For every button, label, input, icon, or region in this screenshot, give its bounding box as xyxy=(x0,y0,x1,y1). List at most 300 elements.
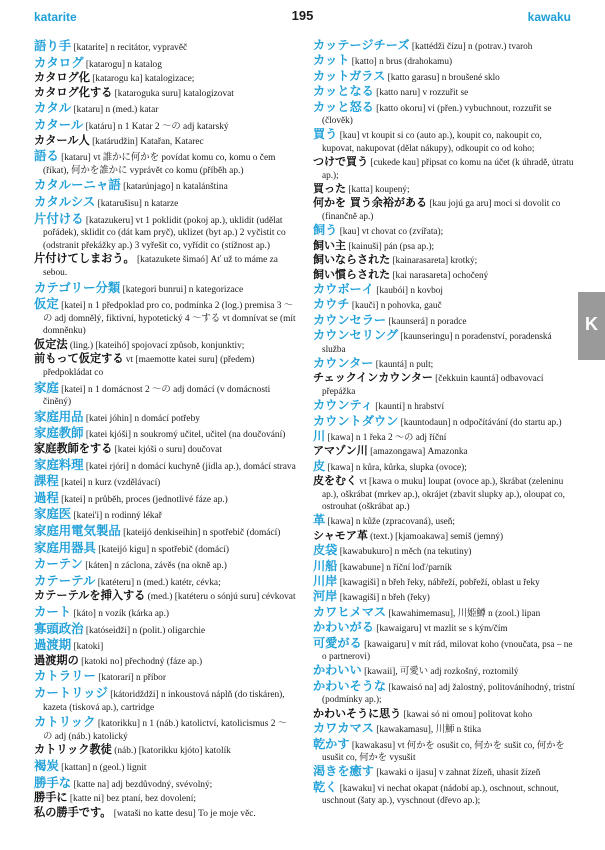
entry-headword: 語り手 xyxy=(34,38,72,53)
entry-translation: Katařan, Katarec xyxy=(140,136,204,147)
dictionary-entry xyxy=(313,604,575,620)
entry-headword: 寡頭政治 xyxy=(34,620,84,636)
dictionary-entry xyxy=(313,398,575,413)
entry-reading: [katei kjóši o suru] xyxy=(114,445,186,456)
entry-translation: připsat co komu na účet (k úhradě, útratu ap.); xyxy=(322,158,574,181)
dictionary-entry xyxy=(34,456,296,474)
dictionary-subentry xyxy=(313,706,575,721)
entry-translation: (předem) předpokládat co xyxy=(43,355,255,379)
entry-headword: かわいがる xyxy=(313,620,374,635)
entry-headword: カタログ xyxy=(34,54,84,70)
entry-reading: [katorikku] xyxy=(97,719,140,730)
entry-headword: 渇きを癒す xyxy=(313,764,374,779)
entry-headword: カット xyxy=(313,53,350,68)
dictionary-entry xyxy=(34,54,296,72)
entry-reading: [kawakasu] xyxy=(351,740,396,751)
entry-translation: n kůra, kůrka, slupka (ovoce); xyxy=(355,462,467,473)
entry-headword: 過渡期 xyxy=(34,637,72,653)
subentry-phrase: アマゾン川 xyxy=(313,444,368,458)
dictionary-subentry xyxy=(34,791,296,806)
entry-translation: n brus (drahokamu) xyxy=(379,57,453,68)
dictionary-entry xyxy=(313,513,575,528)
entry-translation: n příbor xyxy=(136,673,166,684)
dictionary-entry xyxy=(34,193,296,211)
entry-reading: [kauntodaun] xyxy=(400,417,451,428)
entry-reading: (med.) xyxy=(147,592,173,603)
entry-reading: [katei rjóri] xyxy=(85,461,129,472)
dictionary-entry xyxy=(313,99,575,128)
entry-reading: vt [kawa o muku] xyxy=(359,477,426,488)
dictionary-entry xyxy=(34,637,296,654)
entry-reading: [katei'i] xyxy=(73,511,103,522)
entry-reading: [kataru] xyxy=(73,105,104,116)
entry-reading: [kau jojú ga aru] xyxy=(429,199,492,210)
entry-reading: [katei jóhin] xyxy=(85,413,132,424)
entry-headword: 家庭用器具 xyxy=(34,539,96,555)
dictionary-entry xyxy=(313,428,575,444)
entry-translation: n kategorizace xyxy=(188,284,244,295)
entry-reading: [katte na] xyxy=(73,779,110,790)
entry-reading: [kattan] xyxy=(61,762,91,773)
entry-headword: カタール xyxy=(34,116,84,132)
entry-translation: n 1 domácnost 2 〜の adj domácí (v domácnosti činěný) xyxy=(43,384,271,408)
entry-headword: 勝手な xyxy=(34,774,72,790)
entry-reading: [kawaku] xyxy=(339,783,376,794)
entry-headword: 飼う xyxy=(313,223,338,238)
entry-headword: 河岸 xyxy=(313,589,338,604)
dictionary-entry xyxy=(313,764,575,779)
subentry-phrase: 片付けてしまおう。 xyxy=(34,252,135,266)
entry-reading: [katei] xyxy=(61,301,86,312)
entry-reading: [kaunti] xyxy=(375,402,405,413)
dictionary-subentry xyxy=(34,133,296,149)
dictionary-entry xyxy=(34,473,296,490)
entry-headword: カーテン xyxy=(34,556,83,572)
dictionary-subentry xyxy=(34,71,296,86)
entry-translation: ochočený xyxy=(452,270,489,281)
thumb-index-letter: K xyxy=(585,314,598,334)
entry-reading: [katto okoru] xyxy=(376,103,426,114)
entry-translation: n břeh (řeky) xyxy=(381,593,430,604)
entry-translation: krotký; xyxy=(450,256,478,267)
entry-reading: (text.) xyxy=(370,531,393,542)
dictionary-entry xyxy=(313,558,575,574)
entry-headword: カウンセリング xyxy=(313,328,399,343)
entry-reading: [wataši no katte desu] xyxy=(113,808,196,819)
entry-headword: 家庭用電気製品 xyxy=(34,523,121,538)
dictionary-subentry xyxy=(313,474,575,513)
entry-headword: カタルーニャ語 xyxy=(34,177,121,193)
dictionary-entry xyxy=(34,603,296,621)
entry-translation: spojovací způsob, konjunktiv; xyxy=(131,340,245,351)
entry-reading: [katto garasu] xyxy=(387,72,440,83)
subentry-phrase: 家庭教師をする xyxy=(34,442,113,456)
dictionary-entry xyxy=(313,663,575,678)
subentry-phrase: 何かを 買う余裕がある xyxy=(313,196,427,210)
page-header xyxy=(34,8,571,28)
subentry-phrase: カトリック教徒 xyxy=(34,743,112,757)
entry-translation: n (med.) katétr, cévka; xyxy=(136,577,221,588)
dictionary-entry xyxy=(313,620,575,635)
entry-reading: [kainuši] xyxy=(348,241,382,252)
entry-headword: 家庭用品 xyxy=(34,408,84,424)
entry-translation: n katarze xyxy=(144,198,179,209)
entry-translation: n katalánština xyxy=(175,182,228,193)
dictionary-subentry xyxy=(34,589,296,604)
dictionary-entry xyxy=(313,574,575,589)
subentry-phrase: チェックインカウンター xyxy=(313,371,433,385)
dictionary-subentry xyxy=(34,337,296,353)
entry-translation: n domácí kuchyně (jídla ap.), domácí strava xyxy=(131,461,296,472)
entry-reading: [čekkuin kauntá] xyxy=(435,374,499,385)
entry-reading: [katoki] xyxy=(73,642,104,653)
dictionary-entry xyxy=(313,38,575,53)
dictionary-entry xyxy=(34,668,296,685)
entry-translation: n kurz (vzdělávací) xyxy=(87,478,161,489)
entry-translation: n poradce xyxy=(430,316,467,327)
subentry-phrase: カタール人 xyxy=(34,133,90,147)
entry-reading: [kawaki o ijasu] xyxy=(376,768,437,779)
subentry-phrase: 飼い慣らされた xyxy=(313,267,391,281)
entry-headword: 語る xyxy=(34,148,59,164)
entry-translation: pán (psa ap.); xyxy=(384,241,435,252)
entry-translation: [katorikku kjóto] katolík xyxy=(138,746,231,757)
dictionary-subentry xyxy=(313,238,575,253)
entry-headword: 乾かす xyxy=(313,736,350,751)
entry-translation: katalogizovat xyxy=(183,88,234,99)
entry-reading: [kawabune] xyxy=(339,562,384,573)
entry-translation: n pohovka, gauč xyxy=(380,301,442,312)
dictionary-subentry xyxy=(34,442,296,457)
dictionary-entry xyxy=(313,281,575,297)
dictionary-entry xyxy=(34,296,296,338)
dictionary-entry xyxy=(34,684,296,714)
entry-headword: カトラリー xyxy=(34,668,96,684)
dictionary-entry xyxy=(313,127,575,155)
entry-reading: [kawagiši] xyxy=(339,578,380,589)
dictionary-entry xyxy=(313,223,575,238)
entry-translation: vt 誰かに何かを povídat komu co, komu o čem (říkat), 何かを誰かに vyprávět co komu (příběh ap.) xyxy=(43,153,276,176)
entry-headword: 課程 xyxy=(34,473,59,489)
dictionary-subentry xyxy=(34,352,296,379)
dictionary-entry xyxy=(34,757,296,775)
dictionary-entry xyxy=(313,635,575,664)
entry-reading: [katta] xyxy=(348,185,373,196)
dictionary-entry xyxy=(34,489,296,507)
entry-translation: n břeh řeky, nábřeží, pobřeží, oblast u řeky xyxy=(381,578,540,589)
dictionary-entry xyxy=(313,589,575,604)
dictionary-entry xyxy=(313,297,575,312)
subentry-phrase: かわいそうに思う xyxy=(313,706,402,720)
entry-headword: 過程 xyxy=(34,489,59,505)
entry-headword: カウボーイ xyxy=(313,281,374,296)
dictionary-entry xyxy=(34,556,296,573)
dictionary-entry xyxy=(34,620,296,638)
entry-reading: [katei] xyxy=(61,494,86,505)
entry-reading: (náb.) xyxy=(114,746,137,757)
entry-headword: 家庭 xyxy=(34,379,59,395)
dictionary-entry xyxy=(313,736,575,765)
entry-headword: 家庭教師 xyxy=(34,425,84,441)
entry-reading: [kaunserá] xyxy=(388,316,428,327)
entry-translation: n domácí potřeby xyxy=(134,413,200,424)
entry-translation: n spotřebič (domácí) xyxy=(151,544,229,555)
entry-translation: katalogizace; xyxy=(144,74,195,85)
entry-reading: [katárudžin] xyxy=(92,136,138,147)
entry-reading: [katarogu ka] xyxy=(92,74,143,85)
entry-reading: [katarušisu] xyxy=(97,198,142,209)
entry-reading: [katáru] xyxy=(85,121,116,132)
thumb-index-tab xyxy=(578,292,605,360)
entry-translation: n záclona, závěs (na okně ap.) xyxy=(114,561,227,572)
dictionary-subentry xyxy=(313,528,575,543)
right-column xyxy=(313,38,575,808)
entry-reading: [katei] xyxy=(61,478,86,489)
entry-reading: vt [maemotte katei suru] xyxy=(125,355,218,366)
entry-headword: 買う xyxy=(313,127,338,142)
dictionary-entry xyxy=(313,68,575,84)
entry-translation: vt koupit si co (auto ap.), koupit co, nakoupit co, kupovat, nakupovat (dělat nákupy), odkoupit co od koho; xyxy=(322,131,542,154)
dictionary-entry xyxy=(34,774,296,792)
entry-translation: n (potrav.) tvaroh xyxy=(468,42,533,52)
entry-reading: [kawaigaru] xyxy=(376,624,422,635)
entry-reading: [katarúnjago] xyxy=(123,182,174,193)
entry-translation: n (polit.) oligarchie xyxy=(132,625,206,636)
entry-reading: [katazukeru] xyxy=(85,215,134,226)
entry-translation: n spotřebič (domácí) xyxy=(202,528,281,538)
entry-reading: [katarogu] xyxy=(85,59,125,70)
dictionary-entry xyxy=(34,38,296,55)
entry-translation: n průběh, proces (jednotlivé fáze ap.) xyxy=(87,494,228,505)
entry-reading: [cukede kau] xyxy=(370,158,420,169)
entry-reading: [kawaisó na] xyxy=(388,682,437,693)
entry-reading: [kawa] xyxy=(327,517,354,528)
dictionary-entry xyxy=(313,678,575,707)
entry-reading: [kawagiši] xyxy=(339,593,380,604)
entry-reading: [kawa] xyxy=(327,462,354,473)
entry-reading: [katazukete šimaó] xyxy=(137,255,209,266)
dictionary-entry xyxy=(313,543,575,558)
entry-translation: n (med.) katar xyxy=(105,105,159,116)
entry-headword: 褐炭 xyxy=(34,757,59,773)
dictionary-entry xyxy=(34,379,296,409)
dictionary-entry xyxy=(34,279,296,297)
dictionary-entry xyxy=(313,84,575,99)
subentry-phrase: 過渡期の xyxy=(34,653,79,667)
entry-translation: n (zool.) lipan xyxy=(488,608,541,619)
entry-reading: [kawakamasu], 川魳 xyxy=(376,725,455,736)
entry-translation: n vozík (kárka ap.) xyxy=(98,608,170,619)
entry-reading: [katto naru] xyxy=(376,88,421,99)
entry-reading: [kawaii], 可愛い xyxy=(364,667,429,678)
entry-headword: 皮袋 xyxy=(313,543,338,558)
entry-headword: 川岸 xyxy=(313,574,338,589)
entry-translation: koupený; xyxy=(375,185,410,196)
subentry-phrase: 勝手に xyxy=(34,791,68,805)
entry-translation: adj rozkošný, roztomilý xyxy=(430,667,519,678)
dictionary-entry xyxy=(34,116,296,134)
entry-translation: přechodný (fáze ap.) xyxy=(124,656,203,667)
subentry-phrase: 私の勝手です。 xyxy=(34,805,112,819)
subentry-phrase: つけで買う xyxy=(313,155,369,169)
dictionary-entry xyxy=(34,210,296,253)
entry-translation: politovat koho xyxy=(478,709,533,720)
entry-reading: [kawai só ni omou] xyxy=(403,709,477,720)
dictionary-subentry xyxy=(313,253,575,267)
entry-translation: n 1 předpoklad pro co, podmínka 2 (log.) premisa 3 〜の adj domnělý, fiktivní, hypotetický 4 〜する vt domnívat se (mít domněnku) xyxy=(43,301,296,337)
dictionary-subentry xyxy=(313,182,575,196)
dictionary-subentry xyxy=(313,371,575,398)
entry-translation: doučovat xyxy=(187,445,222,456)
dictionary-entry xyxy=(313,312,575,328)
dictionary-entry xyxy=(34,572,296,590)
entry-translation: n 1 Katar 2 〜の adj katarský xyxy=(117,121,229,132)
dictionary-entry xyxy=(34,539,296,557)
dictionary-entry xyxy=(313,779,575,808)
dictionary-entry xyxy=(313,413,575,429)
entry-translation: moci si dovolit co (finančně ap.) xyxy=(322,199,561,222)
entry-translation: n recitátor, vypravěč xyxy=(110,43,188,53)
dictionary-entry xyxy=(34,523,296,540)
dictionary-subentry xyxy=(313,267,575,282)
entry-reading: [kattédži čízu] xyxy=(411,42,466,52)
entry-headword: 可愛がる xyxy=(313,635,362,650)
entry-translation: n měch (na tekutiny) xyxy=(394,547,472,558)
entry-reading: [kauntá] xyxy=(375,359,407,370)
entry-translation: adj bezdůvodný, svévolný; xyxy=(111,779,213,790)
entry-reading: [katte ni] xyxy=(69,794,105,805)
entry-reading: [kaunseringu] xyxy=(400,332,453,343)
entry-headword: 片付ける xyxy=(34,210,84,226)
entry-translation: n 1 (náb.) katolictví, katolicismus 2 〜の adj (náb.) katolický xyxy=(43,719,288,742)
entry-reading: (ling.) [kateihó] xyxy=(69,340,130,351)
dictionary-entry xyxy=(313,328,575,356)
entry-translation: adj žalostný, politováníhodný, tristní (podmínky ap.); xyxy=(322,682,575,706)
dictionary-entry xyxy=(34,506,296,523)
entry-translation: [kjamoakawa] semiš (jemný) xyxy=(395,531,504,542)
entry-translation: vt mazlit se s kým/čím xyxy=(423,624,508,635)
entry-reading: [kainarasareta] xyxy=(392,256,449,267)
dictionary-entry xyxy=(34,714,296,743)
entry-translation: n říční loď/parník xyxy=(386,562,452,573)
entry-reading: [kawa] xyxy=(327,432,354,443)
entry-headword: カウチ xyxy=(313,297,350,312)
dictionary-subentry xyxy=(34,743,296,758)
entry-headword: かわいい xyxy=(313,663,362,678)
entry-headword: 皮 xyxy=(313,458,326,473)
entry-translation: n katalog xyxy=(127,59,162,70)
left-guide-word: katarite xyxy=(34,10,77,24)
entry-headword: 家庭医 xyxy=(34,506,72,522)
entry-translation: vt 1 poklidit (pokoj ap.), uklidit (udělat pořádek), sklidit co (dát kam pryč), uklizet (byt ap.) 2 vyčistit co (odstranit překážky ap.) 3 vyřešit co, vyřídit co (stížnost ap.) xyxy=(43,215,286,251)
entry-reading: [kaubói] xyxy=(376,285,409,296)
entry-translation: odbavovací přepážka xyxy=(322,374,544,397)
entry-reading: [kai narasareta] xyxy=(392,270,451,281)
left-column xyxy=(34,38,296,820)
entry-translation: n (geol.) lignit xyxy=(92,762,147,773)
entry-translation: n rodinný lékař xyxy=(104,511,162,522)
entry-translation: n hrabství xyxy=(407,402,445,413)
entry-reading: [kau] xyxy=(339,227,360,238)
entry-translation: n inkoustová náplň (do tiskáren), kazeta (tisková ap.), cartridge xyxy=(43,689,285,713)
entry-headword: カウンセラー xyxy=(313,312,387,327)
entry-translation: n soukromý učitel, učitel (na doučování) xyxy=(133,430,286,441)
entry-reading: [katarite] xyxy=(73,43,108,53)
subentry-phrase: 仮定法 xyxy=(34,337,68,351)
entry-translation: vi nechat okapat (nádobí ap.), oschnout, schnout, uschnout (šaty ap.), vyschnout (dřevo ap.); xyxy=(322,783,559,807)
subentry-phrase: 前もって仮定する xyxy=(34,352,124,366)
entry-reading: [katorarí] xyxy=(98,673,134,684)
entry-translation: loupat (ovoce ap.), škrábat (zeleninu ap.), oškrábat (mrkev ap.), okrájet (zbavit slupky ap.), oloupat co, ostrouhat (oškrábat ap.) xyxy=(322,477,565,512)
dictionary-entry xyxy=(34,148,296,177)
entry-headword: 乾く xyxy=(313,779,338,794)
dictionary-subentry xyxy=(34,653,296,669)
dictionary-entry xyxy=(313,721,575,736)
entry-translation: Amazonka xyxy=(427,447,468,458)
entry-headword: カットガラス xyxy=(313,68,386,83)
entry-reading: [katóseidži] xyxy=(85,625,131,636)
subentry-phrase: 皮をむく xyxy=(313,474,358,488)
dictionary-subentry xyxy=(313,444,575,458)
subentry-phrase: 飼い主 xyxy=(313,238,347,252)
entry-translation: [katéteru o sónjú suru] cévkovat xyxy=(174,592,296,603)
entry-headword: カウンター xyxy=(313,355,374,370)
dictionary-subentry xyxy=(34,805,296,821)
dictionary-subentry xyxy=(34,252,296,279)
entry-translation: v mít rád, milovat koho (vnoučata, psa – ne o partnerovi) xyxy=(322,639,573,663)
dictionary-subentry xyxy=(34,85,296,101)
entry-reading: [kataroguka suru] xyxy=(114,88,182,99)
entry-headword: カタルシス xyxy=(34,193,96,209)
entry-translation: v rozzuřit se xyxy=(422,88,469,99)
entry-reading: [kateijó kigu] xyxy=(98,544,150,555)
subentry-phrase: シャモア革 xyxy=(313,528,368,542)
entry-translation: bez ptaní, bez dovolení; xyxy=(106,794,196,805)
dictionary-entry xyxy=(313,53,575,68)
entry-translation: vt 何かを osušit co, 何かを sušit co, 何かを usušit co, 何かを vysušit xyxy=(322,740,565,763)
entry-translation: n broušené sklo xyxy=(441,72,500,83)
entry-reading: [kátoridždži] xyxy=(110,689,159,700)
entry-headword: かわいそうな xyxy=(313,678,387,693)
entry-reading: [kateijó denkiseihin] xyxy=(123,528,201,538)
entry-headword: カートリッジ xyxy=(34,684,108,700)
dictionary-subentry xyxy=(313,155,575,182)
dictionary-entry xyxy=(34,177,296,194)
entry-headword: カウンティ xyxy=(313,398,373,413)
entry-headword: カワヒメマス xyxy=(313,604,387,619)
subentry-phrase: カテーテルを挿入する xyxy=(34,589,146,603)
entry-reading: [kawabukuro] xyxy=(339,547,393,558)
entry-reading: [kau] xyxy=(339,131,360,142)
entry-reading: [kawaigaru] xyxy=(364,639,410,650)
subentry-phrase: カタログ化 xyxy=(34,71,90,85)
dictionary-entry xyxy=(34,408,296,426)
entry-reading: [katto] xyxy=(351,57,377,68)
entry-headword: カウントダウン xyxy=(313,413,399,428)
entry-translation: n poradenství, poradenská služba xyxy=(322,332,552,355)
entry-reading: [amazongawa] xyxy=(370,447,426,458)
right-guide-word: kawaku xyxy=(527,10,571,24)
entry-headword: 川 xyxy=(313,428,326,443)
entry-reading: [katei kjóši] xyxy=(85,430,131,441)
entry-headword: 仮定 xyxy=(34,296,59,312)
entry-translation: n pult; xyxy=(409,359,434,370)
entry-headword: カテゴリー分類 xyxy=(34,279,121,295)
entry-reading: [káto] xyxy=(73,608,96,619)
subentry-phrase: 買った xyxy=(313,182,347,196)
dictionary-entry xyxy=(313,458,575,474)
entry-reading: [kategori bunrui] xyxy=(122,284,187,295)
